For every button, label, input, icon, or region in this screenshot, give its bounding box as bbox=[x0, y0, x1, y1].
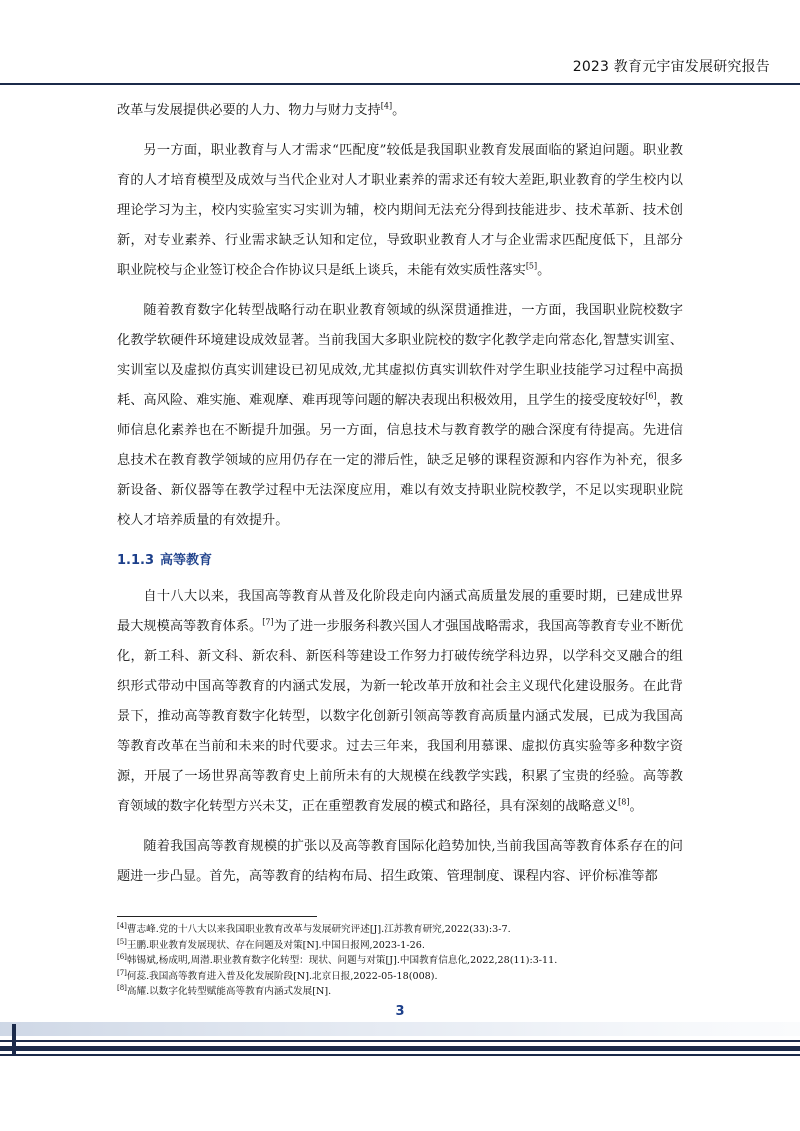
citation-ref[interactable]: [5] bbox=[525, 261, 538, 271]
page-number: 3 bbox=[395, 1004, 405, 1019]
paragraph: 自十八大以来，我国高等教育从普及化阶段走向内涵式高质量发展的重要时期，已建成世界最大规模高等教育体系。[7]为了进一步服务科教兴国人才强国战略需求，我国高等教育专业不断优化，新工科、新文科、新农科、新医科等建设工作努力打破传统学科边界，以学科交叉融合的组织形式带动中国高等教育的内涵式发展，为新一轮改革开放和社会主义现代化建设服务。在此背景下，推动高等教育数字化转型，以数字化创新引领高等教育高质量内涵式发展，已成为我国高等教育改革在当前和未来的时代要求。过去三年来，我国利用慕课、虚拟仿真实验等多种数字资源，开展了一场世界高等教育史上前所未有的大规模在线教学实践，积累了宝贵的经验。高等教育领域的数字化转型方兴未艾，正在重塑教育发展的模式和路径，具有深刻的战略意义[8]。 bbox=[117, 589, 684, 814]
report-title: 2023 教育元宇宙发展研究报告 bbox=[572, 59, 770, 75]
footnote: [4]曹志峰.党的十八大以来我国职业教育改革与发展研究评述[J].江苏教育研究,2022(33):3-7. bbox=[117, 921, 511, 935]
section-number: 1.1.3 bbox=[117, 553, 155, 568]
header-rule bbox=[0, 83, 800, 85]
footnote: [8]高耀.以数字化转型赋能高等教育内涵式发展[N]. bbox=[117, 983, 332, 997]
citation-ref[interactable]: [7] bbox=[262, 617, 274, 627]
footnote: [6]韩锡斌,杨成明,周潜.职业教育数字化转型：现状、问题与对策[J].中国教育信息化,2022,28(11):3-11. bbox=[117, 952, 558, 966]
citation-ref[interactable]: [6] bbox=[645, 391, 657, 401]
footnote: [5]王鹏.职业教育发展现状、存在问题及对策[N].中国日报网,2023-1-26. bbox=[117, 937, 425, 951]
body-text bbox=[117, 96, 683, 892]
footnote: [7]何蕊.我国高等教育进入普及化发展阶段[N].北京日报,2022-05-18(008). bbox=[117, 968, 438, 982]
citation-ref[interactable]: [8] bbox=[618, 797, 630, 807]
section-heading bbox=[117, 548, 683, 574]
paragraph: 随着教育数字化转型战略行动在职业教育领域的纵深贯通推进，一方面，我国职业院校数字化教学软硬件环境建设成效显著。当前我国大多职业院校的数字化教学走向常态化,智慧实训室、实训室以及虚拟仿真实训建设已初见成效,尤其虚拟仿真实训软件对学生职业技能学习过程中高损耗、高风险、难实施、难观摩、难再现等问题的解决表现出积极效用，且学生的接受度较好[6]，教师信息化素养也在不断提升加强。另一方面，信息技术与教育教学的融合深度有待提高。先进信息技术在教育教学领域的应用仍存在一定的滞后性，缺乏足够的课程资源和内容作为补充，很多新设备、新仪器等在教学过程中无法深度应用，难以有效支持职业院校教学，不足以实现职业院校人才培养质量的有效提升。 bbox=[117, 303, 684, 528]
footnote-rule bbox=[117, 916, 317, 917]
footer-decoration bbox=[0, 1020, 800, 1131]
paragraph: 改革与发展提供必要的人力、物力与财力支持[4]。 bbox=[117, 101, 406, 118]
citation-ref[interactable]: [4] bbox=[380, 101, 393, 111]
paragraph: 随着我国高等教育规模的扩张以及高等教育国际化趋势加快,当前我国高等教育体系存在的问题进一步凸显。首先，高等教育的结构布局、招生政策、管理制度、课程内容、评价标准等都 bbox=[117, 839, 683, 884]
paragraph: 另一方面，职业教育与人才需求“匹配度”较低是我国职业教育发展面临的紧迫问题。职业教育的人才培育模型及成效与当代企业对人才职业素养的需求还有较大差距,职业教育的学生校内以理论学习为主，校内实验室实习实训为辅，校内期间无法充分得到技能进步、技术革新、技术创新，对专业素养、行业需求缺乏认知和定位，导致职业教育人才与企业需求匹配度低下，且部分职业院校与企业签订校企合作协议只是纸上谈兵，未能有效实质性落实[5]。 bbox=[117, 143, 683, 278]
section-title: 高等教育 bbox=[160, 553, 213, 568]
footnotes bbox=[117, 922, 717, 1000]
